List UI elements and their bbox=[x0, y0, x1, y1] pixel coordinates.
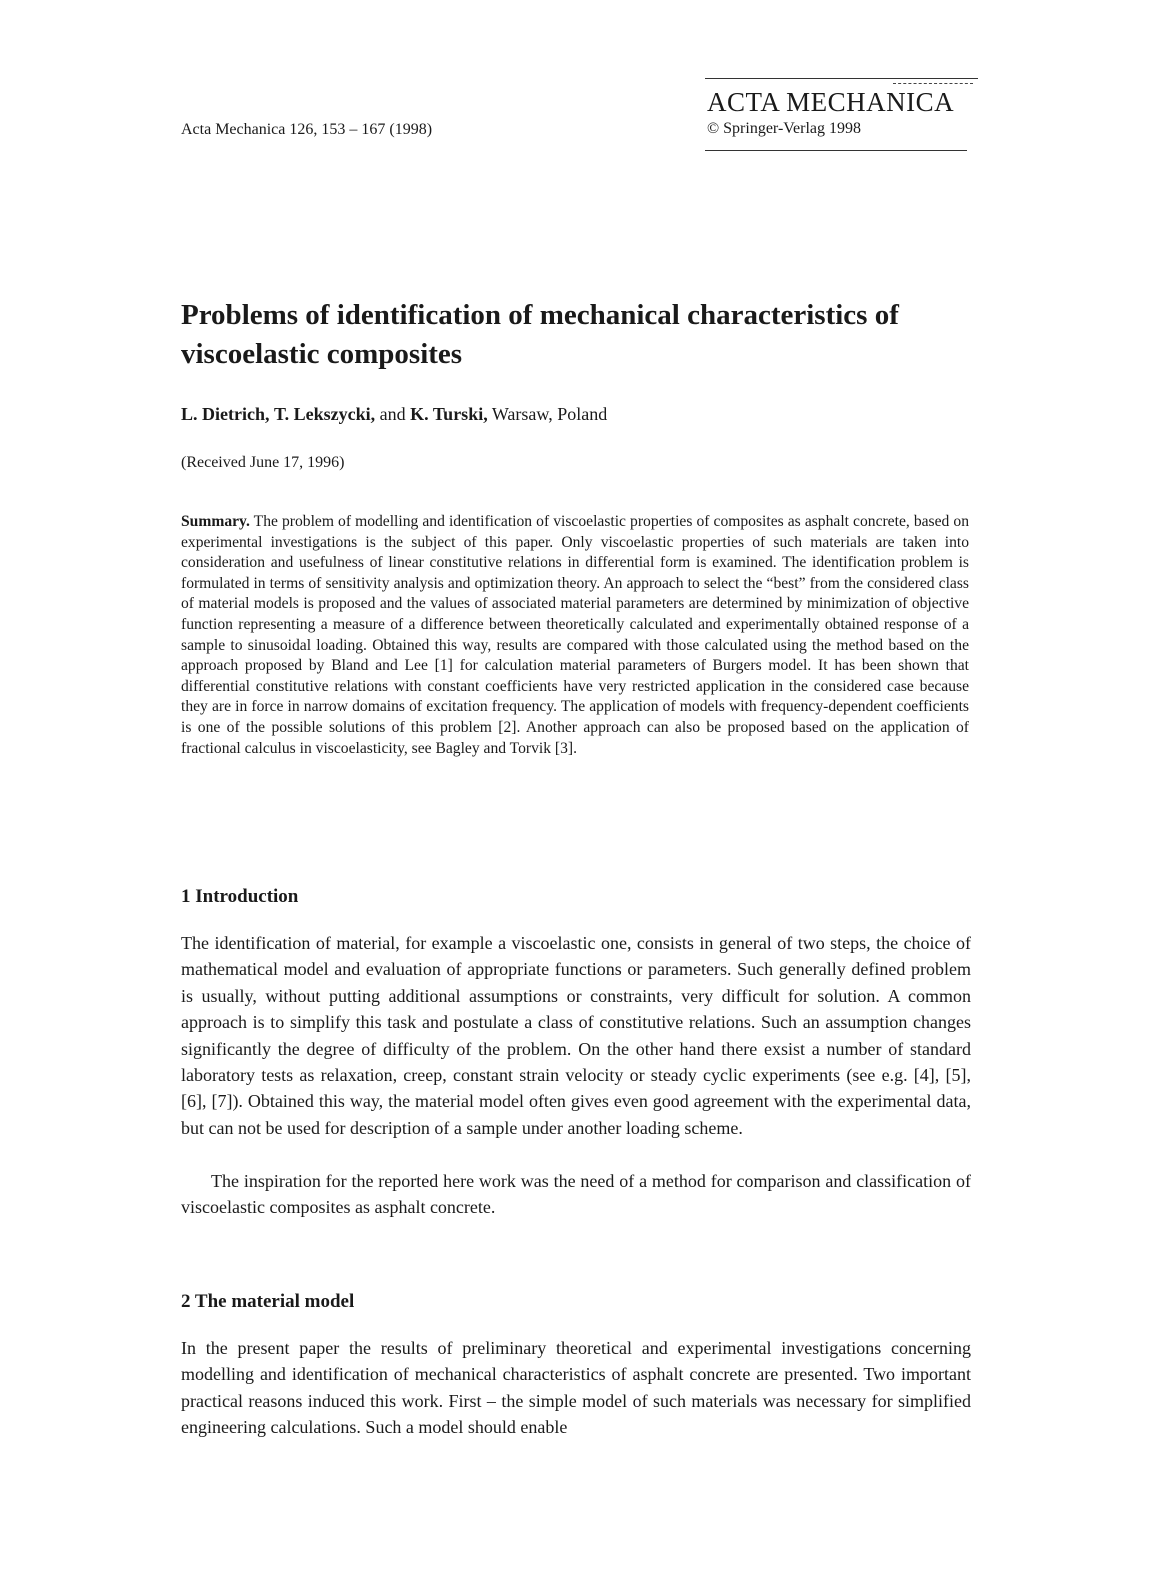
author-conjunction: and bbox=[375, 404, 411, 424]
paragraph: The inspiration for the reported here work was the need of a method for comparison and classification of viscoelastic composites as asphalt concrete. bbox=[181, 1171, 971, 1218]
article-title: Problems of identification of mechanical characteristics of viscoelastic composites bbox=[181, 299, 899, 370]
author-line bbox=[181, 404, 607, 425]
author-lekszycki: T. Lekszycki, bbox=[273, 404, 376, 424]
journal-name: ACTA MECHANICA bbox=[707, 87, 955, 117]
abstract bbox=[181, 512, 969, 759]
author-turski: K. Turski, bbox=[410, 404, 488, 424]
paragraph: The identification of material, for example a viscoelastic one, consists in general of two steps, the choice of mathematical model and evaluation of appropriate functions or parameters. Such generally defined problem is usually, without putting additional assumptions or constraints, very difficult for solution. A common approach is to simplify this task and postulate a class of constitutive relations. Such an assumption changes significantly the degree of difficulty of the problem. On the other hand there exsist a number of standard laboratory tests as relaxation, creep, constant strain velocity or steady cyclic experiments (see e.g. [4], [5], [6], [7]). Obtained this way, the material model often gives even good agreement with the experimental data, but can not be used for description of a sample under another loading scheme. bbox=[181, 933, 971, 1138]
abstract-label: Summary. bbox=[181, 513, 250, 530]
received-date: (Received June 17, 1996) bbox=[181, 454, 345, 471]
masthead-top-rule bbox=[705, 78, 978, 79]
masthead-dash-rule bbox=[893, 83, 973, 84]
publisher-copyright: © Springer-Verlag 1998 bbox=[707, 120, 862, 137]
abstract-text: The problem of modelling and identification of viscoelastic properties of composites as asphalt concrete, based on experimental investigations is the subject of this paper. Only viscoelastic properties of such materials are taken into consideration and usefulness of linear constitutive relations in differential form is examined. The identification problem is formulated in terms of sensitivity analysis and optimization theory. An approach to select the “best” from the considered class of material models is proposed and the values of associated material parameters are determined by minimization of objective function representing a measure of a difference between theoretically calculated and experimentally obtained response of a sample to sinusoidal loading. Obtained this way, results are compared with those calculated using the method based on the approach proposed by Bland and Lee [1] for calculation material parameters of Burgers model. It has been shown that differential constitutive relations with constant coefficients have very restricted application in the considered case because they are in force in narrow domains of excitation frequency. The application of models with frequency-dependent coefficients is one of the possible solutions of this problem [2]. Another approach can also be proposed based on the application of fractional calculus in viscoelasticity, see Bagley and Torvik [3]. bbox=[181, 513, 969, 757]
section-heading-material-model: 2 The material model bbox=[181, 1291, 355, 1312]
journal-citation: Acta Mechanica 126, 153 – 167 (1998) bbox=[181, 121, 433, 138]
author-dietrich: L. Dietrich, bbox=[181, 404, 270, 424]
masthead-bottom-rule bbox=[705, 150, 967, 151]
paragraph: In the present paper the results of preliminary theoretical and experimental investigations concerning modelling and identification of mechanical characteristics of asphalt concrete are presented. Two important practical reasons induced this work. First – the simple model of such materials was necessary for simplified engineering calculations. Such a model should enable bbox=[181, 1338, 971, 1438]
author-location: Warsaw, Poland bbox=[487, 404, 608, 424]
section-heading-introduction: 1 Introduction bbox=[181, 886, 299, 907]
journal-masthead bbox=[705, 78, 978, 151]
